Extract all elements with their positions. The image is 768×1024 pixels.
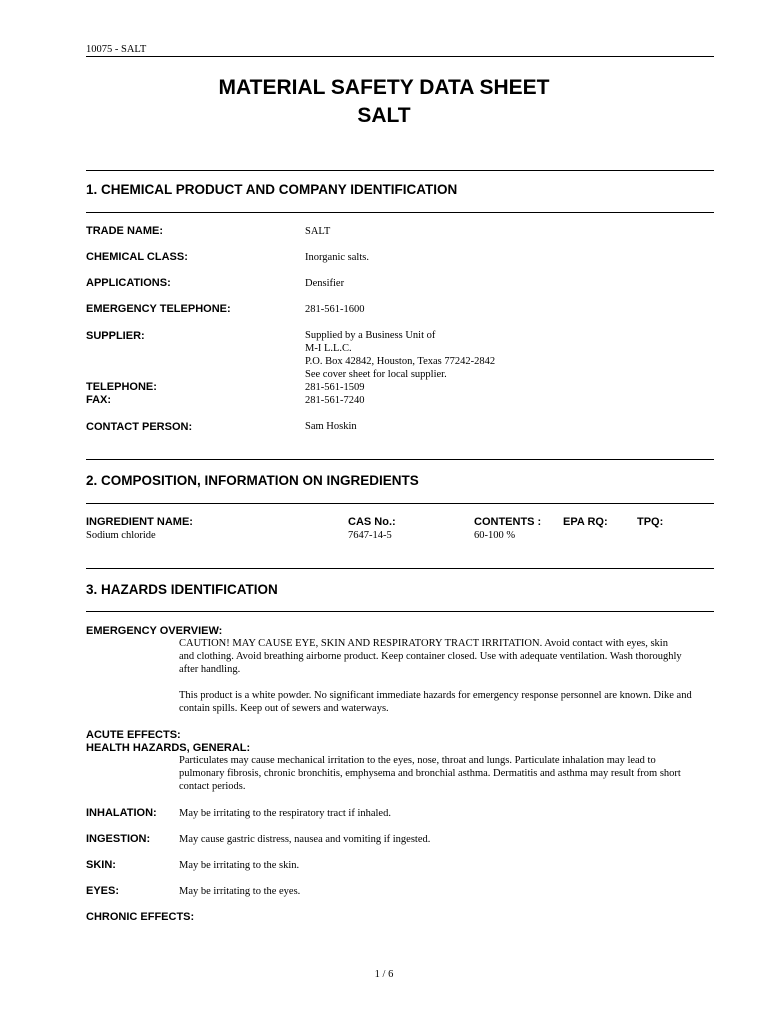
trade-name-label: TRADE NAME: (86, 225, 163, 237)
cas-header: CAS No.: (348, 516, 396, 528)
health-line: Particulates may cause mechanical irritation to the eyes, nose, throat and lungs. Particulate inhalation may lead to (179, 755, 656, 766)
inhalation-label: INHALATION: (86, 807, 157, 819)
document-code: 10075 - SALT (86, 44, 147, 55)
section-rule (86, 611, 714, 612)
section-2-heading: 2. COMPOSITION, INFORMATION ON INGREDIENTS (86, 473, 419, 488)
telephone-label: TELEPHONE: (86, 381, 157, 393)
fax-value: 281-561-7240 (305, 395, 365, 406)
section-rule (86, 568, 714, 569)
page-title: MATERIAL SAFETY DATA SHEET (218, 76, 550, 99)
supplier-line: Supplied by a Business Unit of (305, 330, 436, 341)
supplier-line: See cover sheet for local supplier. (305, 369, 447, 380)
emergency-telephone-label: EMERGENCY TELEPHONE: (86, 303, 231, 315)
overview-line: CAUTION! MAY CAUSE EYE, SKIN AND RESPIRATORY TRACT IRRITATION. Avoid contact with eyes, skin (179, 638, 668, 649)
chemical-class-value: Inorganic salts. (305, 252, 369, 263)
overview-line: after handling. (179, 664, 241, 675)
trade-name-value: SALT (305, 226, 331, 237)
section-rule (86, 212, 714, 213)
applications-value: Densifier (305, 278, 345, 289)
health-hazards-text (179, 754, 715, 793)
overview-line: and clothing. Avoid breathing airborne product. Keep container closed. Use with adequate ventilation. Wash thoroughly (179, 651, 682, 662)
emergency-overview-label: EMERGENCY OVERVIEW: (86, 625, 223, 637)
cas-cell: 7647-14-5 (348, 530, 392, 541)
health-line: pulmonary fibrosis, chronic bronchitis, emphysema and bronchial asthma. Dermatitis and asthma may result from short (179, 768, 681, 779)
epa-rq-header: EPA RQ: (563, 516, 608, 528)
eyes-label: EYES: (86, 885, 120, 897)
supplier-value (305, 329, 495, 381)
supplier-label: SUPPLIER: (86, 330, 145, 342)
section-1-heading: 1. CHEMICAL PRODUCT AND COMPANY IDENTIFICATION (86, 182, 458, 197)
tpq-header: TPQ: (637, 516, 664, 528)
fax-label: FAX: (86, 394, 112, 406)
emergency-telephone-value: 281-561-1600 (305, 304, 365, 315)
emergency-overview-text-2 (179, 689, 715, 715)
overview-line: contain spills. Keep out of sewers and waterways. (179, 703, 389, 714)
eyes-text: May be irritating to the eyes. (179, 886, 301, 897)
chemical-class-label: CHEMICAL CLASS: (86, 251, 188, 263)
ingestion-text: May cause gastric distress, nausea and vomiting if ingested. (179, 834, 431, 845)
telephone-value: 281-561-1509 (305, 382, 365, 393)
health-line: contact periods. (179, 781, 246, 792)
contact-person-label: CONTACT PERSON: (86, 421, 193, 433)
supplier-line: P.O. Box 42842, Houston, Texas 77242-2842 (305, 356, 496, 367)
contact-person-value: Sam Hoskin (305, 421, 357, 432)
skin-text: May be irritating to the skin. (179, 860, 300, 871)
inhalation-text: May be irritating to the respiratory tract if inhaled. (179, 808, 391, 819)
section-3-heading: 3. HAZARDS IDENTIFICATION (86, 582, 278, 597)
ingredient-name-cell: Sodium chloride (86, 530, 156, 541)
contents-cell: 60-100 % (474, 530, 516, 541)
health-hazards-label: HEALTH HAZARDS, GENERAL: (86, 742, 251, 754)
page-number: 1 / 6 (374, 969, 394, 980)
page-subtitle: SALT (357, 104, 411, 127)
contents-header: CONTENTS : (474, 516, 542, 528)
header-rule (86, 56, 714, 57)
acute-effects-label: ACUTE EFFECTS: (86, 729, 181, 741)
applications-label: APPLICATIONS: (86, 277, 171, 289)
ingredient-name-header: INGREDIENT NAME: (86, 516, 193, 528)
section-rule (86, 459, 714, 460)
overview-line: This product is a white powder. No significant immediate hazards for emergency response personnel are known. Dike and (179, 690, 692, 701)
section-rule (86, 503, 714, 504)
ingestion-label: INGESTION: (86, 833, 151, 845)
section-rule (86, 170, 714, 171)
skin-label: SKIN: (86, 859, 116, 871)
chronic-effects-label: CHRONIC EFFECTS: (86, 911, 195, 923)
emergency-overview-text (179, 637, 715, 676)
supplier-line: M-I L.L.C. (305, 343, 352, 354)
